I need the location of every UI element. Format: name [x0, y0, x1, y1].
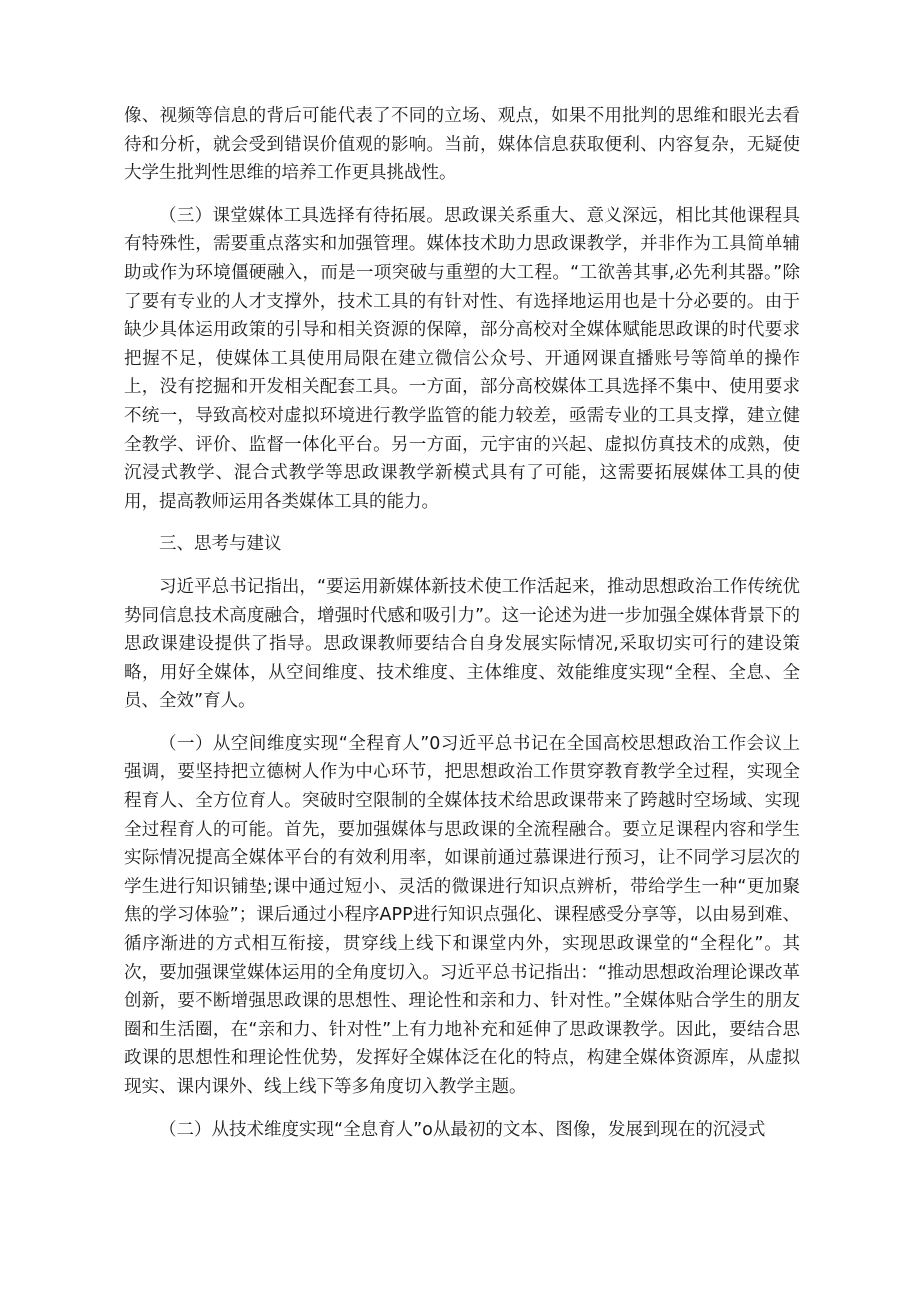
paragraph-continuation: 像、视频等信息的背后可能代表了不同的立场、观点，如果不用批判的思维和眼光去看待和分析，就会受到错误价值观的影响。当前，媒体信息获取便利、内容复杂，无疑使大学生批判性思维的培养工作更具挑战性。: [124, 106, 800, 184]
paragraph-whole-process: （一）从空间维度实现“全程育人”0习近平总书记在全国高校思想政治工作会议上强调，要坚持把立德树人作为中心环节，把思想政治工作贯穿教育教学全过程，实现全程育人、全方位育人。突破时空限制的全媒体技术给思政课带来了跨越时空场域、实现全过程育人的可能。首先，要加强媒体与思政课的全流程融合。要立足课程内容和学生实际情况提高全媒体平台的有效利用率，如课前通过慕课进行预习，让不同学习层次的学生进行知识铺垫;课中通过短小、灵活的微课进行知识点辨析，带给学生一种“更加聚焦的学习体验”；课后通过小程序APP进行知识点强化、课程感受分享等，以由易到难、循序渐进的方式相互衔接，贯穿线上线下和课堂内外，实现思政课堂的“全程化”。其次，要加强课堂媒体运用的全角度切入。习近平总书记指出：“推动思想政治理论课改革创新，要不断增强思政课的思想性、理论性和亲和力、针对性。”全媒体贴合学生的朋友圈和生活圈，在“亲和力、针对性”上有力地补充和延伸了思政课教学。因此，要结合思政课的思想性和理论性优势，发挥好全媒体泛在化的特点，构建全媒体资源库，从虚拟现实、课内课外、线上线下等多角度切入教学主题。: [124, 733, 800, 1097]
section-heading-suggestions: 三、思考与建议: [159, 534, 282, 555]
paragraph-holographic: （二）从技术维度实现“全息育人”o从最初的文本、图像，发展到现在的沉浸式: [159, 1119, 766, 1140]
paragraph-xi-quote: 习近平总书记指出，“要运用新媒体新技术使工作活起来，推动思想政治工作传统优势同信息技术高度融合，增强时代感和吸引力”。这一论述为进一步加强全媒体背景下的思政课建设提供了指导。思政课教师要结合自身发展实际情况,采取切实可行的建设策略，用好全媒体，从空间维度、技术维度、主体维度、效能维度实现“全程、全息、全员、全效”育人。: [124, 576, 800, 712]
paragraph-media-tools: （三）课堂媒体工具选择有待拓展。思政课关系重大、意义深远，相比其他课程具有特殊性，需要重点落实和加强管理。媒体技术助力思政课教学，并非作为工具简单辅助或作为环境僵硬融入，而是一项突破与重塑的大工程。“工欲善其事,必先利其器。”除了要有专业的人才支撑外，技术工具的有针对性、有选择地运用也是十分必要的。由于缺少具体运用政策的引导和相关资源的保障，部分高校对全媒体赋能思政课的时代要求把握不足，使媒体工具使用局限在建立微信公众号、开通网课直播账号等简单的操作上，没有挖掘和开发相关配套工具。一方面，部分高校媒体工具选择不集中、使用要求不统一，导致高校对虚拟环境进行教学监管的能力较差，亟需专业的工具支撑，建立健全教学、评价、监督一体化平台。另一方面，元宇宙的兴起、虚拟仿真技术的成熟，使沉浸式教学、混合式教学等思政课教学新模式具有了可能，这需要拓展媒体工具的使用，提高教师运用各类媒体工具的能力。: [124, 205, 800, 512]
document-body: [124, 102, 800, 1158]
